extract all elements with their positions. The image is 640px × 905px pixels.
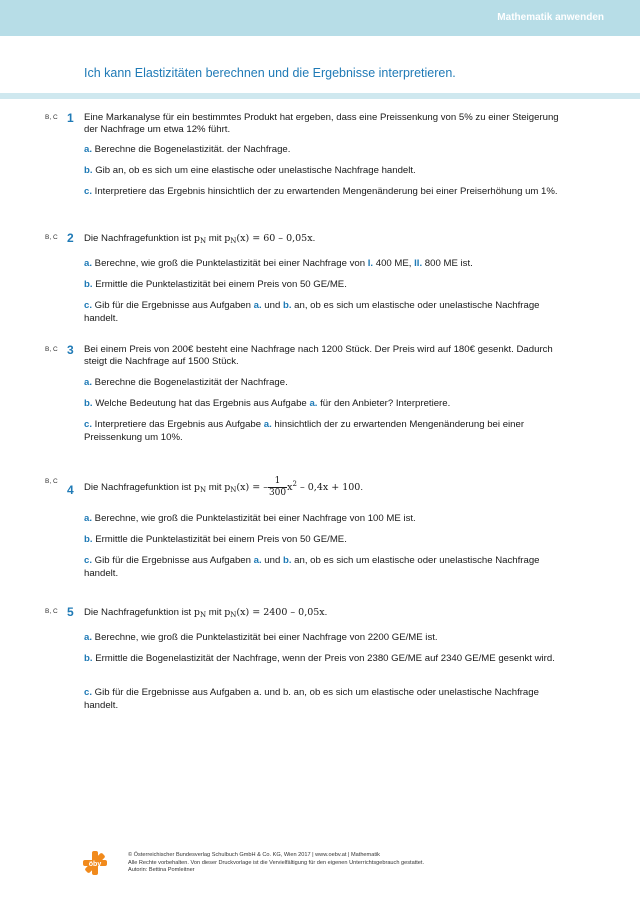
page-title: Ich kann Elastizitäten berechnen und die Ergebnisse interpretieren. bbox=[84, 66, 456, 80]
subtask-text: Ermittle die Bogenelastizität der Nachfrage, wenn der Preis von 2380 GE/ME auf 2340 GE/ME gesenkt wird. bbox=[92, 653, 555, 664]
reference-letter: a. bbox=[263, 419, 272, 430]
reference-letter: b. bbox=[282, 300, 292, 311]
subtask-text: Berechne die Bogenelastizität. der Nachfrage. bbox=[92, 144, 291, 155]
subtask-text: Berechne, wie groß die Punktelastizität bei einer Nachfrage von 2200 GE/ME ist. bbox=[92, 632, 438, 643]
footer bbox=[128, 852, 528, 875]
footer-rights: Alle Rechte vorbehalten. Von dieser Druckvorlage ist die Vervielfältigung für den eigenen Unterrichtsgebrauch gestattet. bbox=[128, 859, 425, 866]
header-label: Mathematik anwenden bbox=[497, 12, 604, 23]
subtask-letter: a. bbox=[84, 513, 93, 524]
subtask-letter: c. bbox=[84, 555, 93, 566]
subtask-c bbox=[84, 554, 564, 580]
subtask-letter: b. bbox=[84, 398, 93, 409]
task-tag: B, C bbox=[45, 478, 58, 485]
subtask-text: und bbox=[261, 555, 283, 566]
subtask-text: an, ob es sich um elastische oder unelastische Nachfrage handelt. bbox=[84, 555, 540, 579]
task-number: 5 bbox=[67, 605, 74, 619]
subtask-letter: b. bbox=[84, 279, 93, 290]
stem-text: mit bbox=[206, 482, 225, 493]
subtask-a bbox=[84, 631, 564, 644]
math-equation: $p_N(x) = 60 - 0,05x$ bbox=[224, 233, 313, 245]
subtask-text: Berechne die Bogenelastizität der Nachfrage. bbox=[92, 377, 288, 388]
subtask-text: Interpretiere das Ergebnis hinsichtlich der zu erwartenden Mengenänderung bei einer Preiserhöhung um 1%. bbox=[92, 186, 558, 197]
task-number: 1 bbox=[67, 111, 74, 125]
task-stem: Eine Markanalyse für ein bestimmtes Produkt hat ergeben, dass eine Preissenkung von 5% zu einer Steigerung der Nachfrage um etwa 12% führt. bbox=[84, 112, 559, 135]
task-number: 3 bbox=[67, 343, 74, 357]
subtask-c bbox=[84, 418, 564, 444]
subtask-b bbox=[84, 652, 564, 665]
task-tag: B, C bbox=[45, 114, 58, 121]
task-tag: B, C bbox=[45, 234, 58, 241]
subtask-letter: a. bbox=[84, 377, 93, 388]
subtask-text: hinsichtlich der zu erwartenden Mengenänderung bei einer Preissenkung um 10%. bbox=[84, 419, 525, 443]
subtask-text: 800 ME ist. bbox=[422, 258, 473, 269]
reference-letter: a. bbox=[309, 398, 318, 409]
subtask-text: Welche Bedeutung hat das Ergebnis aus Aufgabe bbox=[92, 398, 310, 409]
subtask-text: Berechne, wie groß die Punktelastizität bei einer Nachfrage von bbox=[92, 258, 368, 269]
subtask-text: Gib für die Ergebnisse aus Aufgaben bbox=[92, 555, 254, 566]
math-pn: $p_N$ bbox=[193, 607, 207, 619]
footer-author: Autorin: Bettina Pomleitner bbox=[128, 867, 195, 873]
math-equation: $p_N(x) = 2400 - 0,05x$ bbox=[224, 607, 325, 619]
stem-text: mit bbox=[206, 607, 225, 618]
stem-text: . bbox=[324, 607, 328, 618]
reference-letter: a. bbox=[253, 300, 262, 311]
stem-text: . bbox=[312, 233, 316, 244]
title-divider bbox=[0, 93, 640, 99]
roman-numeral: II. bbox=[414, 258, 423, 269]
task-number: 2 bbox=[67, 231, 74, 245]
stem-text: . bbox=[360, 482, 364, 493]
subtask-text: an, ob es sich um elastische oder unelastische Nachfrage handelt. bbox=[84, 300, 540, 324]
subtask-letter: b. bbox=[84, 534, 93, 545]
task-number: 4 bbox=[67, 483, 74, 497]
subtask-letter: a. bbox=[84, 632, 93, 643]
subtask-letter: c. bbox=[84, 419, 93, 430]
subtask-a bbox=[84, 376, 564, 389]
subtask-a bbox=[84, 257, 564, 270]
subtask-letter: b. bbox=[84, 165, 93, 176]
subtask-b bbox=[84, 164, 564, 177]
subtask-text: Ermittle die Punktelastizität bei einem Preis von 50 GE/ME. bbox=[92, 279, 347, 290]
subtask-text: Ermittle die Punktelastizität bei einem Preis von 50 GE/ME. bbox=[92, 534, 347, 545]
stem-text: Die Nachfragefunktion ist bbox=[84, 607, 194, 618]
subtask-b bbox=[84, 397, 564, 410]
subtask-letter: a. bbox=[84, 258, 93, 269]
subtask-text: für den Anbieter? Interpretiere. bbox=[317, 398, 451, 409]
math-pn: $p_N$ bbox=[193, 233, 207, 245]
subtask-text: Gib für die Ergebnisse aus Aufgaben a. und b. an, ob es sich um elastische oder unelastische Nachfrage handelt. bbox=[84, 687, 539, 711]
math-equation: $p_N(x)$ = – $\frac{1}{300}$ $x^2 - 0,4x + 100$ bbox=[224, 476, 361, 498]
reference-letter: a. bbox=[253, 555, 262, 566]
subtask-letter: b. bbox=[84, 653, 93, 664]
subtask-a bbox=[84, 143, 564, 156]
subtask-text: Gib an, ob es sich um eine elastische oder unelastische Nachfrage handelt. bbox=[92, 165, 416, 176]
roman-numeral: I. bbox=[367, 258, 374, 269]
subtask-text: 400 ME, bbox=[373, 258, 415, 269]
task-stem bbox=[84, 233, 564, 247]
task-stem bbox=[84, 476, 564, 499]
subtask-b bbox=[84, 278, 564, 291]
subtask-text: Interpretiere das Ergebnis aus Aufgabe bbox=[92, 419, 264, 430]
oebv-logo-icon bbox=[82, 850, 108, 876]
task-stem: Bei einem Preis von 200€ besteht eine Nachfrage nach 1200 Stück. Der Preis wird auf 180€ gesenkt. Dadurch steigt die Nachfrage auf 1500 Stück. bbox=[84, 344, 553, 367]
subtask-letter: c. bbox=[84, 186, 93, 197]
fraction: $\frac{1}{300}$ bbox=[268, 476, 287, 498]
subtask-letter: c. bbox=[84, 300, 93, 311]
math-pn: $p_N$ bbox=[193, 482, 207, 494]
stem-text: mit bbox=[206, 233, 225, 244]
subtask-text: Berechne, wie groß die Punktelastizität bei einer Nachfrage von 100 ME ist. bbox=[92, 513, 416, 524]
subtask-b bbox=[84, 533, 564, 546]
subtask-text: und bbox=[261, 300, 283, 311]
subtask-c bbox=[84, 185, 564, 198]
subtask-letter: a. bbox=[84, 144, 93, 155]
subtask-letter: c. bbox=[84, 687, 93, 698]
stem-text: Die Nachfragefunktion ist bbox=[84, 233, 194, 244]
task-stem bbox=[84, 607, 564, 621]
task-tag: B, C bbox=[45, 346, 58, 353]
task-tag: B, C bbox=[45, 608, 58, 615]
reference-letter: b. bbox=[282, 555, 292, 566]
subtask-a bbox=[84, 512, 564, 525]
subtask-c bbox=[84, 686, 564, 712]
subtask-c bbox=[84, 299, 564, 325]
subtask-text: Gib für die Ergebnisse aus Aufgaben bbox=[92, 300, 254, 311]
stem-text: Die Nachfragefunktion ist bbox=[84, 482, 194, 493]
footer-copyright: © Österreichischer Bundesverlag Schulbuch GmbH & Co. KG, Wien 2017 | www.oebv.at | Mathematik bbox=[128, 852, 380, 858]
logo-text: öbv bbox=[88, 861, 102, 868]
